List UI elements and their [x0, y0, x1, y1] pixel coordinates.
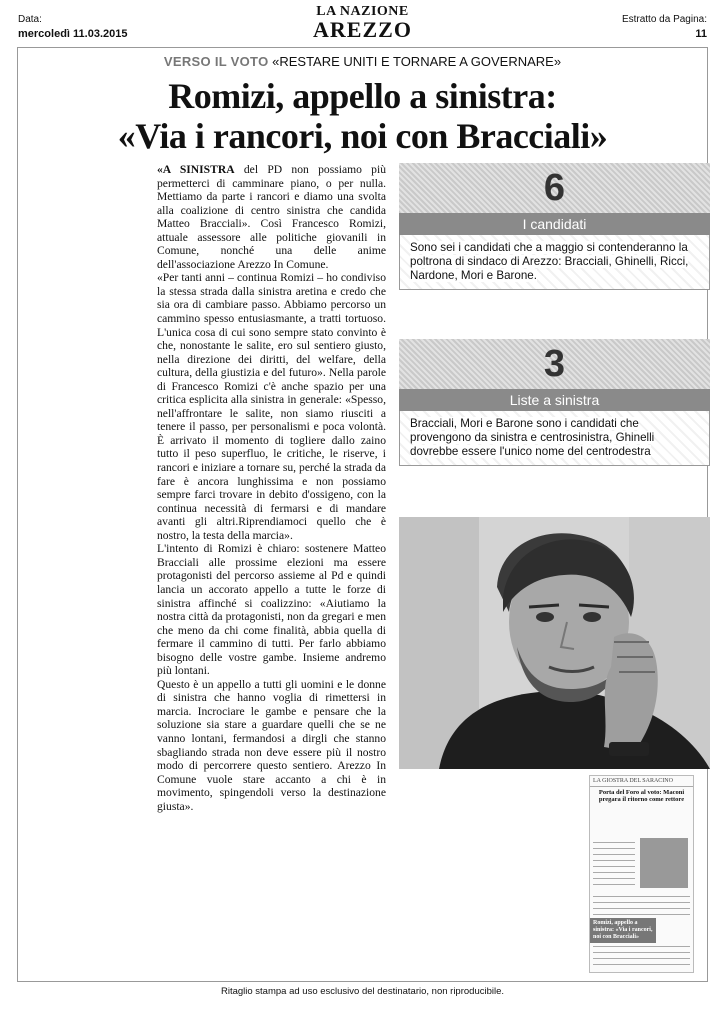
- thumbnail-photo: [640, 838, 688, 888]
- factbox-number-band: [399, 339, 710, 389]
- page-number: 11: [695, 28, 707, 40]
- factbox-number: 3: [543, 343, 566, 385]
- lead-in: «A SINISTRA: [157, 163, 235, 176]
- extract-label: Estratto da Pagina:: [621, 14, 707, 25]
- paragraph-4: Questo è un appello a tutti gli uomini e le donne di sinistra che hanno voglia di rimettersi in marcia. Incrociare le gambe e pensare che la soluzione sia stare a guardare quelli che se ne vanno lontani, fermandosi a dirgli che stanno sbagliando strada non deve essere più il nostro modo di percorrere questo sentiero. Arezzo In Comune vuole stare accanto a chi è in movimento, spingendoli verso la destinazione giusta».: [157, 677, 386, 813]
- headline-line-2: «Via i rancori, noi con Bracciali»: [117, 116, 608, 156]
- factbox-text: [399, 411, 710, 466]
- factbox-text-content: Sono sei i candidati che a maggio si contenderanno la poltrona di sindaco di Arezzo: Bracciali, Ghinelli, Ricci, Nardone, Mori e Barone.: [410, 241, 689, 282]
- portrait-photo: [399, 517, 710, 769]
- edition-name: AREZZO: [313, 17, 412, 42]
- paragraph-1-text: del PD non possiamo più permetterci di camminare piano, o per nulla. Mettiamo da parte i rancori e diamo una svolta alla coalizione di centro sinistra che candida Matteo Bracciali». Così Francesco Romizi, attuale assessore alle politiche giovanili in Comune, nonché una delle anime dell'associazione Arezzo In Comune.: [157, 163, 387, 271]
- date-label: Data:: [18, 14, 42, 25]
- portrait-image: [399, 517, 710, 769]
- kicker-quote: «RESTARE UNITI E TORNARE A GOVERNARE»: [272, 54, 562, 69]
- paragraph-2: «Per tanti anni – continua Romizi – ho condiviso la stessa strada dalla sinistra aretina e credo che sia ora di cambiare passo. Abbiamo percorso un cammino spesso entusiasmante, a tratti tortuoso. L'unica cosa di cui sono sempre stato convinto è che, nonostante le salite, ero sul sentiero giusto, nella direzione dei diritti, del welfare, della cultura, della giustizia e del futuro». Nella parole di Francesco Romizi c'è anche spazio per una critica esplicita alla sinistra in generale: «Spesso, nell'affrontare le salite, non siamo riusciti a tenere il passo, per personalismi e poca volontà. È arrivato il momento di togliere dallo zaino tutto il peso superfluo, le critiche, le riserve, i rancori e iniziare a tornare su, perché la strada da fare è ancora lunghissima e non possiamo sempre farci trovare in debito d'ossigeno, con la continua necessità di fermarsi e di mandare avanti gli altri.Riprendiamoci quello che è nostro, la testa della marcia».: [157, 271, 386, 542]
- factbox-number-band: [399, 163, 710, 213]
- kicker: [0, 54, 725, 69]
- factbox-title: Liste a sinistra: [399, 389, 710, 411]
- factbox-text-content: Bracciali, Mori e Barone sono i candidati che provengono da sinistra e centrosinistra, Ghinelli dovrebbe essere l'unico nome del centrodestra: [410, 417, 655, 458]
- paragraph-1: [157, 163, 386, 271]
- footer-notice: Ritaglio stampa ad uso esclusivo del destinatario, non riproducibile.: [220, 986, 505, 997]
- thumbnail-band: LA GIOSTRA DEL SARACINO: [590, 776, 693, 787]
- publication-name: LA NAZIONE: [316, 4, 409, 19]
- page-thumbnail: [589, 775, 694, 973]
- factbox-title: I candidati: [399, 213, 710, 235]
- factbox-text: [399, 235, 710, 290]
- factbox-number: 6: [543, 167, 566, 209]
- article-body: [157, 163, 386, 813]
- thumbnail-article-headline: Romizi, appello a sinistra: «Via i rancori, noi con Bracciali»: [590, 918, 656, 943]
- headline-line-1: Romizi, appello a sinistra:: [168, 76, 557, 116]
- factbox-left-lists: [399, 339, 710, 466]
- kicker-label: VERSO IL VOTO: [163, 54, 269, 69]
- masthead: [0, 4, 725, 40]
- factbox-candidates: [399, 163, 710, 290]
- headline: [20, 76, 705, 156]
- thumbnail-headline: Porta del Foro al voto: Maconi pregara il ritorno come rettore: [598, 789, 685, 803]
- issue-date: mercoledì 11.03.2015: [18, 28, 128, 40]
- paragraph-3: L'intento di Romizi è chiaro: sostenere Matteo Bracciali alle prossime elezioni ma essere protagonisti del percorso assieme al Pd e quindi lancia un accorato appello a tutte le forze di sinistra affinché si coalizzino: «Aiutiamo la nostra città da protagonisti, non da gregari e men che meno da chi come finalità, abbia quella di fermare il cammino di tutti. Per farlo abbiamo bisogno delle vostre gambe. Insieme andremo più lontani.: [157, 542, 386, 678]
